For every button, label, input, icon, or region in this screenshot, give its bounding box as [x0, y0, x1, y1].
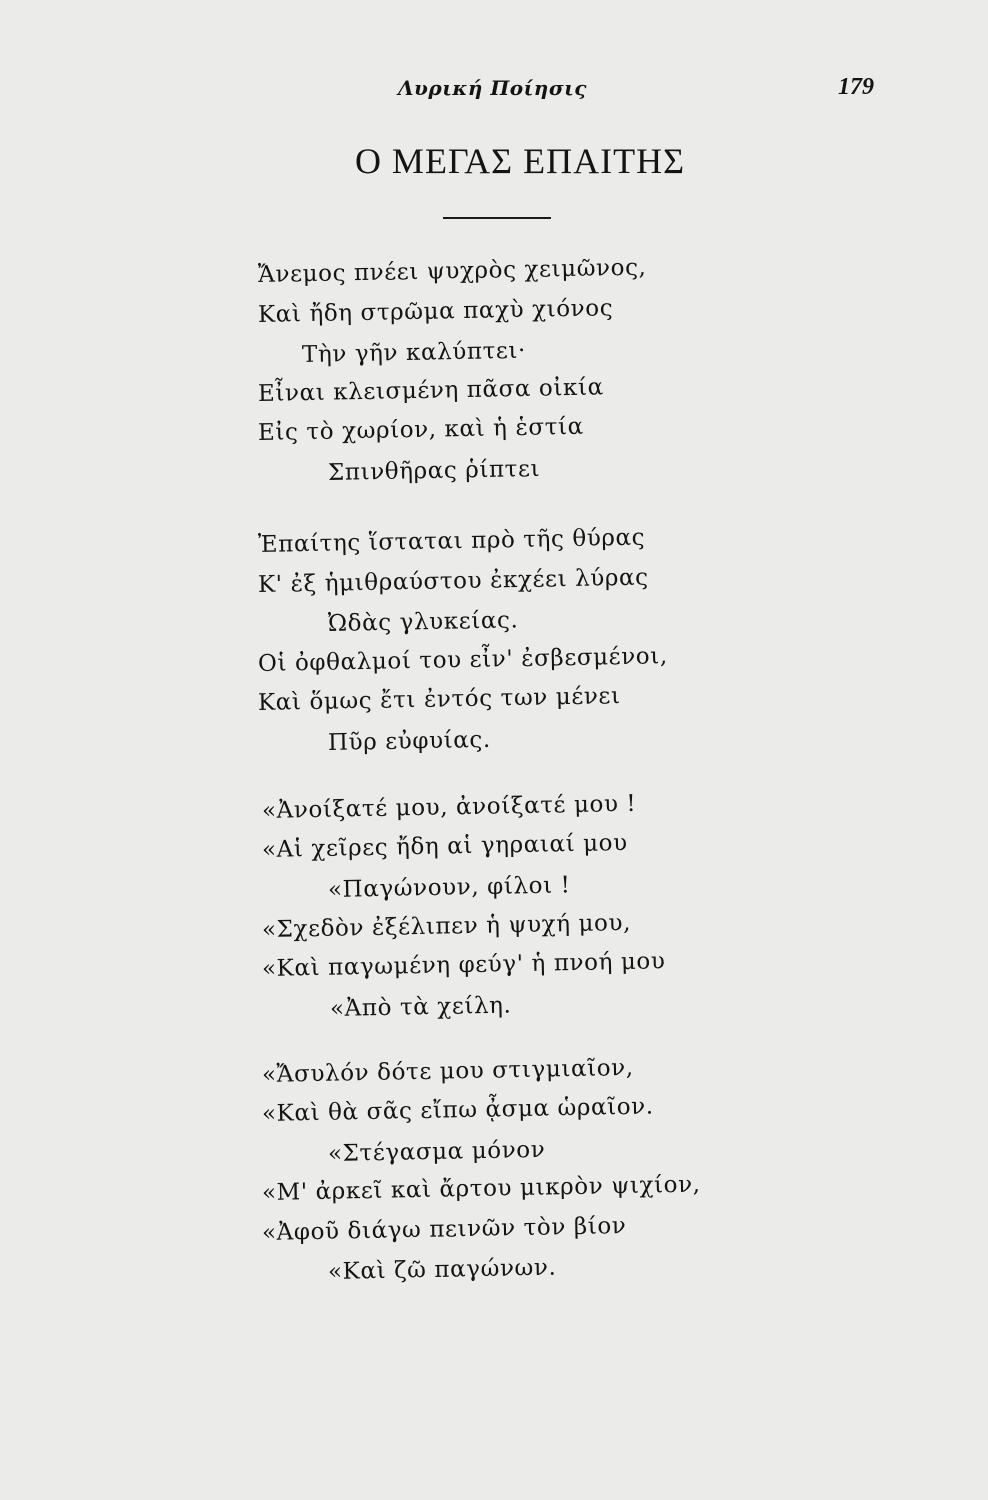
verse-line: Εἰς τὸ χωρίον, καὶ ἡ ἑστία — [257, 413, 585, 446]
verse-line: «Ἀπὸ τὰ χείλη. — [329, 992, 512, 1022]
verse-line: «Καὶ παγωμένη φεύγ' ἡ πνοή μου — [261, 948, 666, 982]
verse-line: «Καὶ ζῶ παγώνων. — [327, 1254, 557, 1285]
page-number: 179 — [838, 74, 874, 100]
verse-line: Ὠδὰς γλυκείας. — [327, 607, 519, 637]
verse-line: Καὶ ἤδη στρῶμα παχὺ χιόνος — [257, 295, 614, 328]
verse-line: Ἐπαίτης ἵσταται πρὸ τῆς θύρας — [257, 524, 646, 558]
running-head: Λυρική Ποίησις — [398, 76, 587, 100]
poem-title: Ο ΜΕΓΑΣ ΕΠΑΙΤΗΣ — [354, 141, 686, 181]
verse-line: Σπινθῆρας ῥίπτει — [327, 455, 541, 486]
verse-line: «Ἀφοῦ διάγω πεινῶν τὸν βίον — [261, 1213, 627, 1246]
verse-line: Καὶ ὅμως ἔτι ἐντός των μένει — [257, 683, 621, 716]
title-divider — [443, 217, 551, 219]
verse-line: Οἱ ὀφθαλμοί του εἶν' ἐσβεσμένοι, — [257, 643, 668, 677]
verse-line: Κ' ἐξ ἡμιθραύστου ἐκχέει λύρας — [257, 564, 649, 598]
verse-line: «Μ' ἀρκεῖ καὶ ἄρτου μικρὸν ψιχίον, — [261, 1171, 701, 1206]
verse-line: Τὴν γῆν καλύπτει· — [301, 337, 527, 368]
verse-line: «Ἄσυλόν δότε μου στιγμιαῖον, — [261, 1054, 634, 1088]
verse-line: «Σχεδὸν ἐξέλιπεν ἡ ψυχή μου, — [261, 909, 632, 943]
verse-line: «Παγώνουν, φίλοι ! — [327, 872, 571, 903]
verse-line: Εἶναι κλεισμένη πᾶσα οἰκία — [257, 374, 604, 407]
verse-line: «Αἱ χεῖρες ἤδη αἱ γηραιαί μου — [261, 829, 628, 863]
verse-line: Ἄνεμος πνέει ψυχρὸς χειμῶνος, — [257, 254, 647, 288]
verse-line: «Καὶ θὰ σᾶς εἴπω ᾆσμα ὡραῖον. — [261, 1093, 654, 1127]
verse-line: «Στέγασμα μόνον — [327, 1136, 546, 1167]
verse-line: Πῦρ εὐφυίας. — [327, 726, 492, 756]
verse-line: «Ἀνοίξατέ μου, ἀνοίξατέ μου ! — [261, 790, 637, 824]
